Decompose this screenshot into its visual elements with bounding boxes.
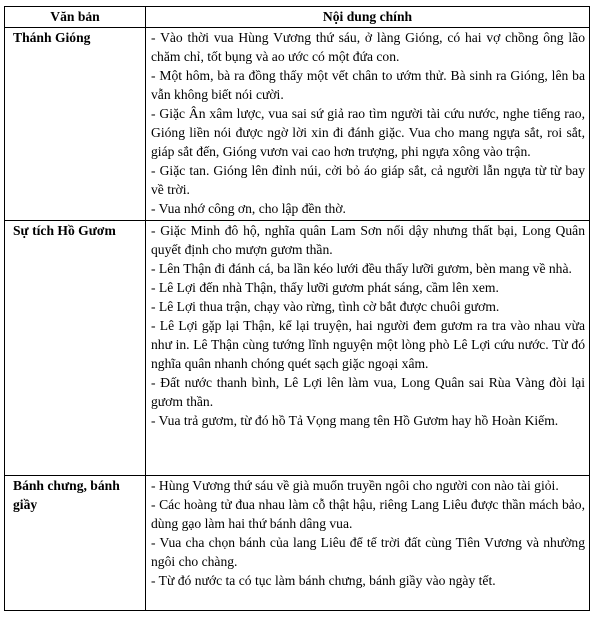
- summary-table: [4, 6, 590, 611]
- content-line: - Giặc tan. Gióng lên đỉnh núi, cởi bỏ áo giáp sắt, cả người lẫn ngựa từ từ bay về trời.: [151, 163, 585, 197]
- row-title: Bánh chưng, bánh giầy: [5, 476, 146, 611]
- content-line: - Vua cha chọn bánh của lang Liêu để tế trời đất cùng Tiên Vương và nhường ngôi cho chàng.: [151, 535, 585, 569]
- content-line: - Các hoàng tử đua nhau làm cỗ thật hậu, riêng Lang Liêu được thần mách bảo, dùng gạo làm hai thứ bánh dâng vua.: [151, 497, 585, 531]
- table-row: [5, 476, 590, 611]
- row-title: Thánh Gióng: [5, 28, 146, 221]
- table-row: [5, 28, 590, 221]
- content-line: - Từ đó nước ta có tục làm bánh chưng, bánh giầy vào ngày tết.: [151, 573, 496, 588]
- content-line: - Lê Lợi gặp lại Thận, kể lại truyện, hai người đem gươm ra tra vào nhau vừa như in. Lê Thận cùng tướng lĩnh nguyện một lòng phò Lê Lợi cứu nước. Từ đó nghĩa quân nhanh chóng quét sạch giặc ngoại xâm.: [151, 318, 585, 371]
- content-line: - Giặc Ân xâm lược, vua sai sứ giả rao tìm người tài cứu nước, nghe tiếng rao, Gióng liền nói được ngờ lời xin đi đánh giặc. Vua cho mang ngựa sắt, roi sắt, giáp sắt đến, Gióng vươn vai cao hơn trượng, phi ngựa xông vào trận.: [151, 106, 585, 159]
- row-content: [146, 476, 590, 611]
- row-content: [146, 221, 590, 476]
- content-line: - Đất nước thanh bình, Lê Lợi lên làm vua, Long Quân sai Rùa Vàng đòi lại gươm thần.: [151, 375, 585, 409]
- row-content: [146, 28, 590, 221]
- content-line: - Vua trả gươm, từ đó hồ Tả Vọng mang tên Hồ Gươm hay hồ Hoàn Kiếm.: [151, 413, 559, 428]
- content-line: - Lê Lợi đến nhà Thận, thấy lưỡi gươm phát sáng, cầm lên xem.: [151, 280, 499, 295]
- content-line: - Lên Thận đi đánh cá, ba lần kéo lưới đều thấy lưỡi gươm, bèn mang về nhà.: [151, 261, 572, 276]
- header-noi-dung-chinh: Nội dung chính: [146, 7, 590, 28]
- content-line: - Lê Lợi thua trận, chạy vào rừng, tình cờ bắt được chuôi gươm.: [151, 299, 500, 314]
- content-line: - Giặc Minh đô hộ, nghĩa quân Lam Sơn nổi dậy nhưng thất bại, Long Quân quyết định cho mượn gươm thần.: [151, 223, 585, 257]
- row-title: Sự tích Hồ Gươm: [5, 221, 146, 476]
- table-row: [5, 221, 590, 476]
- content-line: - Vua nhớ công ơn, cho lập đền thờ.: [151, 201, 346, 216]
- table-header-row: [5, 7, 590, 28]
- content-line: - Vào thời vua Hùng Vương thứ sáu, ở làng Gióng, có hai vợ chồng ông lão chăm chỉ, tốt bụng và ao ước có một đứa con.: [151, 30, 585, 64]
- content-line: - Hùng Vương thứ sáu về già muốn truyền ngôi cho người con nào tài giỏi.: [151, 478, 559, 493]
- header-van-ban: Văn bản: [5, 7, 146, 28]
- content-line: - Một hôm, bà ra đồng thấy một vết chân to ướm thử. Bà sinh ra Gióng, lên ba vẫn không biết nói cười.: [151, 68, 585, 102]
